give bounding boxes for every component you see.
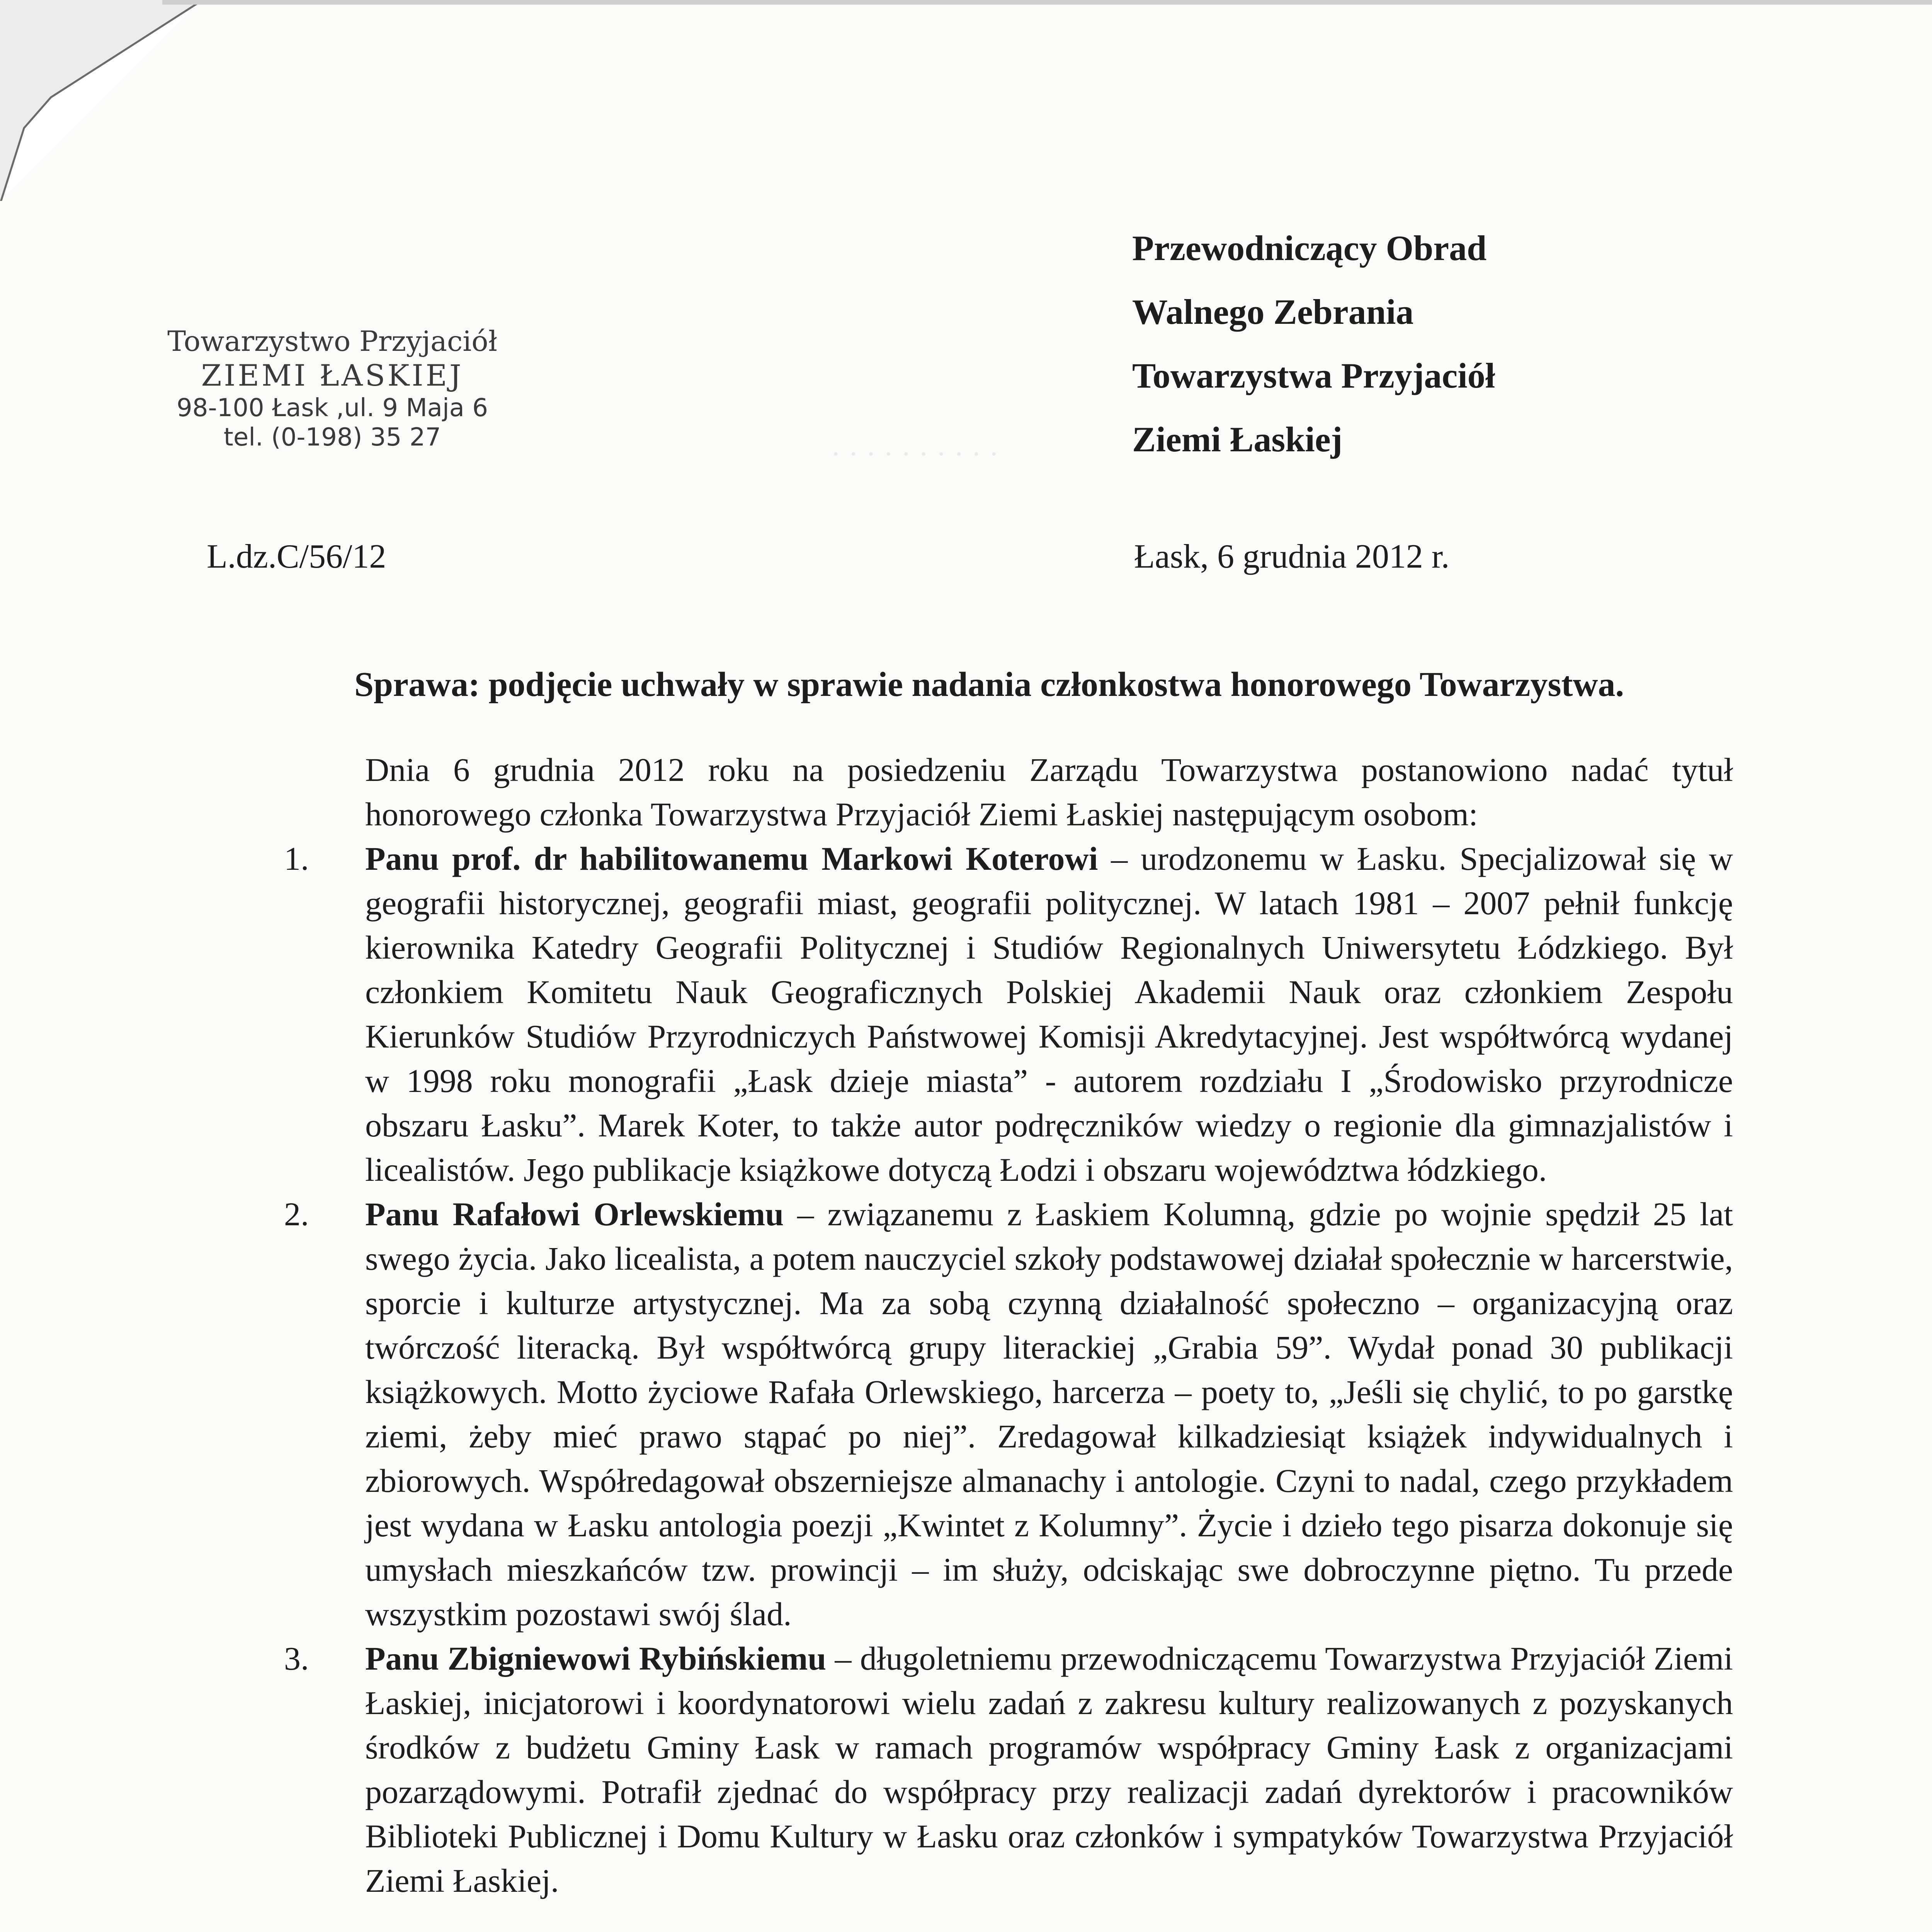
list-item [284,1636,1733,1903]
list-item [284,837,1733,1192]
reference-number: L.dz.C/56/12 [207,538,386,575]
addressee-block [1132,216,1495,471]
list-number: 2. [284,1196,309,1233]
nominee-name: Panu prof. dr habilitowanemu Markowi Koterowi [365,840,1098,877]
letter-body [284,748,1733,1903]
stamp-line: ZIEMI ŁASKIEJ [201,358,464,393]
addressee-line: Walnego Zebrania [1132,292,1414,332]
nominee-description: – związanemu z Łaskiem Kolumną, gdzie po wojnie spędził 25 lat swego życia. Jako licealista, a potem nauczyciel szkoły podstawowej działał społecznie w harcerstwie, sporcie i kulturze artystycznej. Ma za sobą czynną działalność społeczno – organizacyjną oraz twórczość literacką. Był współtwórcą grupy literackiej „Grabia 59”. Wydał ponad 30 publikacji książkowych. Motto życiowe Rafała Orlewskiego, harcerza – poety to, „Jeśli się chylić, to po garstkę ziemi, żeby mieć prawo stąpać po niej”. Zredagował kilkadziesiąt książek indywidualnych i zbiorowych. Współredagował obszerniejsze almanachy i antologie. Czyni to nadal, czego przykładem jest wydana w Łasku antologia poezji „Kwintet z Kolumny”. Życie i dzieło tego pisarza dokonuje się umysłach mieszkańców tzw. prowincji – im służy, odciskając swe dobroczynne piętno. Tu przede wszystkim pozostawi swój ślad. [365,1196,1733,1633]
list-number: 3. [284,1640,309,1677]
nominee-description: – urodzonemu w Łasku. Specjalizował się w geografii historycznej, geografii miast, geografii politycznej. W latach 1981 – 2007 pełnił funkcję kierownika Katedry Geografii Politycznej i Studiów Regionalnych Uniwersytetu Łódzkiego. Był członkiem Komitetu Nauk Geograficznych Polskiej Akademii Nauk oraz członkiem Zespołu Kierunków Studiów Przyrodniczych Państwowej Komisji Akredytacyjnej. Jest współtwórcą wydanej w 1998 roku monografii „Łask dzieje miasta” - autorem rozdziału I „Środowisko przyrodnicze obszaru Łasku”. Marek Koter, to także autor podręczników wiedzy o regionie dla gimnazjalistów i licealistów. Jego publikacje książkowe dotyczą Łodzi i obszaru województwa łódzkiego. [365,840,1733,1188]
subject-line: Sprawa: podjęcie uchwały w sprawie nadania członkostwa honorowego Towarzystwa. [354,665,1624,704]
addressee-line: Towarzystwa Przyjaciół [1132,356,1495,395]
addressee-line: Przewodniczący Obrad [1132,228,1487,268]
scan-top-edge [162,0,1932,5]
bleed-through-text: · · · · · · · · · · [831,437,999,471]
nominee-list [284,837,1733,1903]
addressee-line: Ziemi Łaskiej [1132,420,1343,459]
organization-stamp [128,325,537,452]
letter-date: Łask, 6 grudnia 2012 r. [1134,538,1450,575]
nominee-description: – długoletniemu przewodniczącemu Towarzystwa Przyjaciół Ziemi Łaskiej, inicjatorowi i koordynatorowi wielu zadań z zakresu kultury realizowanych z pozyskanych środków z budżetu Gminy Łask w ramach programów współpracy Gminy Łask z organizacjami pozarządowymi. Potrafił zjednać do współpracy przy realizacji zadań dyrektorów i pracowników Biblioteki Publicznej i Domu Kultury w Łasku oraz członków i sympatyków Towarzystwa Przyjaciół Ziemi Łaskiej. [365,1640,1733,1899]
stamp-line: 98-100 Łask ,ul. 9 Maja 6 [177,393,488,422]
nominee-name: Panu Zbigniewowi Rybińskiemu [365,1640,827,1677]
folded-corner [0,0,201,201]
list-item [284,1192,1733,1636]
stamp-line: Towarzystwo Przyjaciół [167,325,497,357]
nominee-name: Panu Rafałowi Orlewskiemu [365,1196,784,1233]
intro-paragraph: Dnia 6 grudnia 2012 roku na posiedzeniu Zarządu Towarzystwa postanowiono nadać tytuł honorowego członka Towarzystwa Przyjaciół Ziemi Łaskiej następującym osobom: [365,751,1733,833]
stamp-line: tel. (0-198) 35 27 [223,423,441,452]
list-number: 1. [284,840,309,877]
